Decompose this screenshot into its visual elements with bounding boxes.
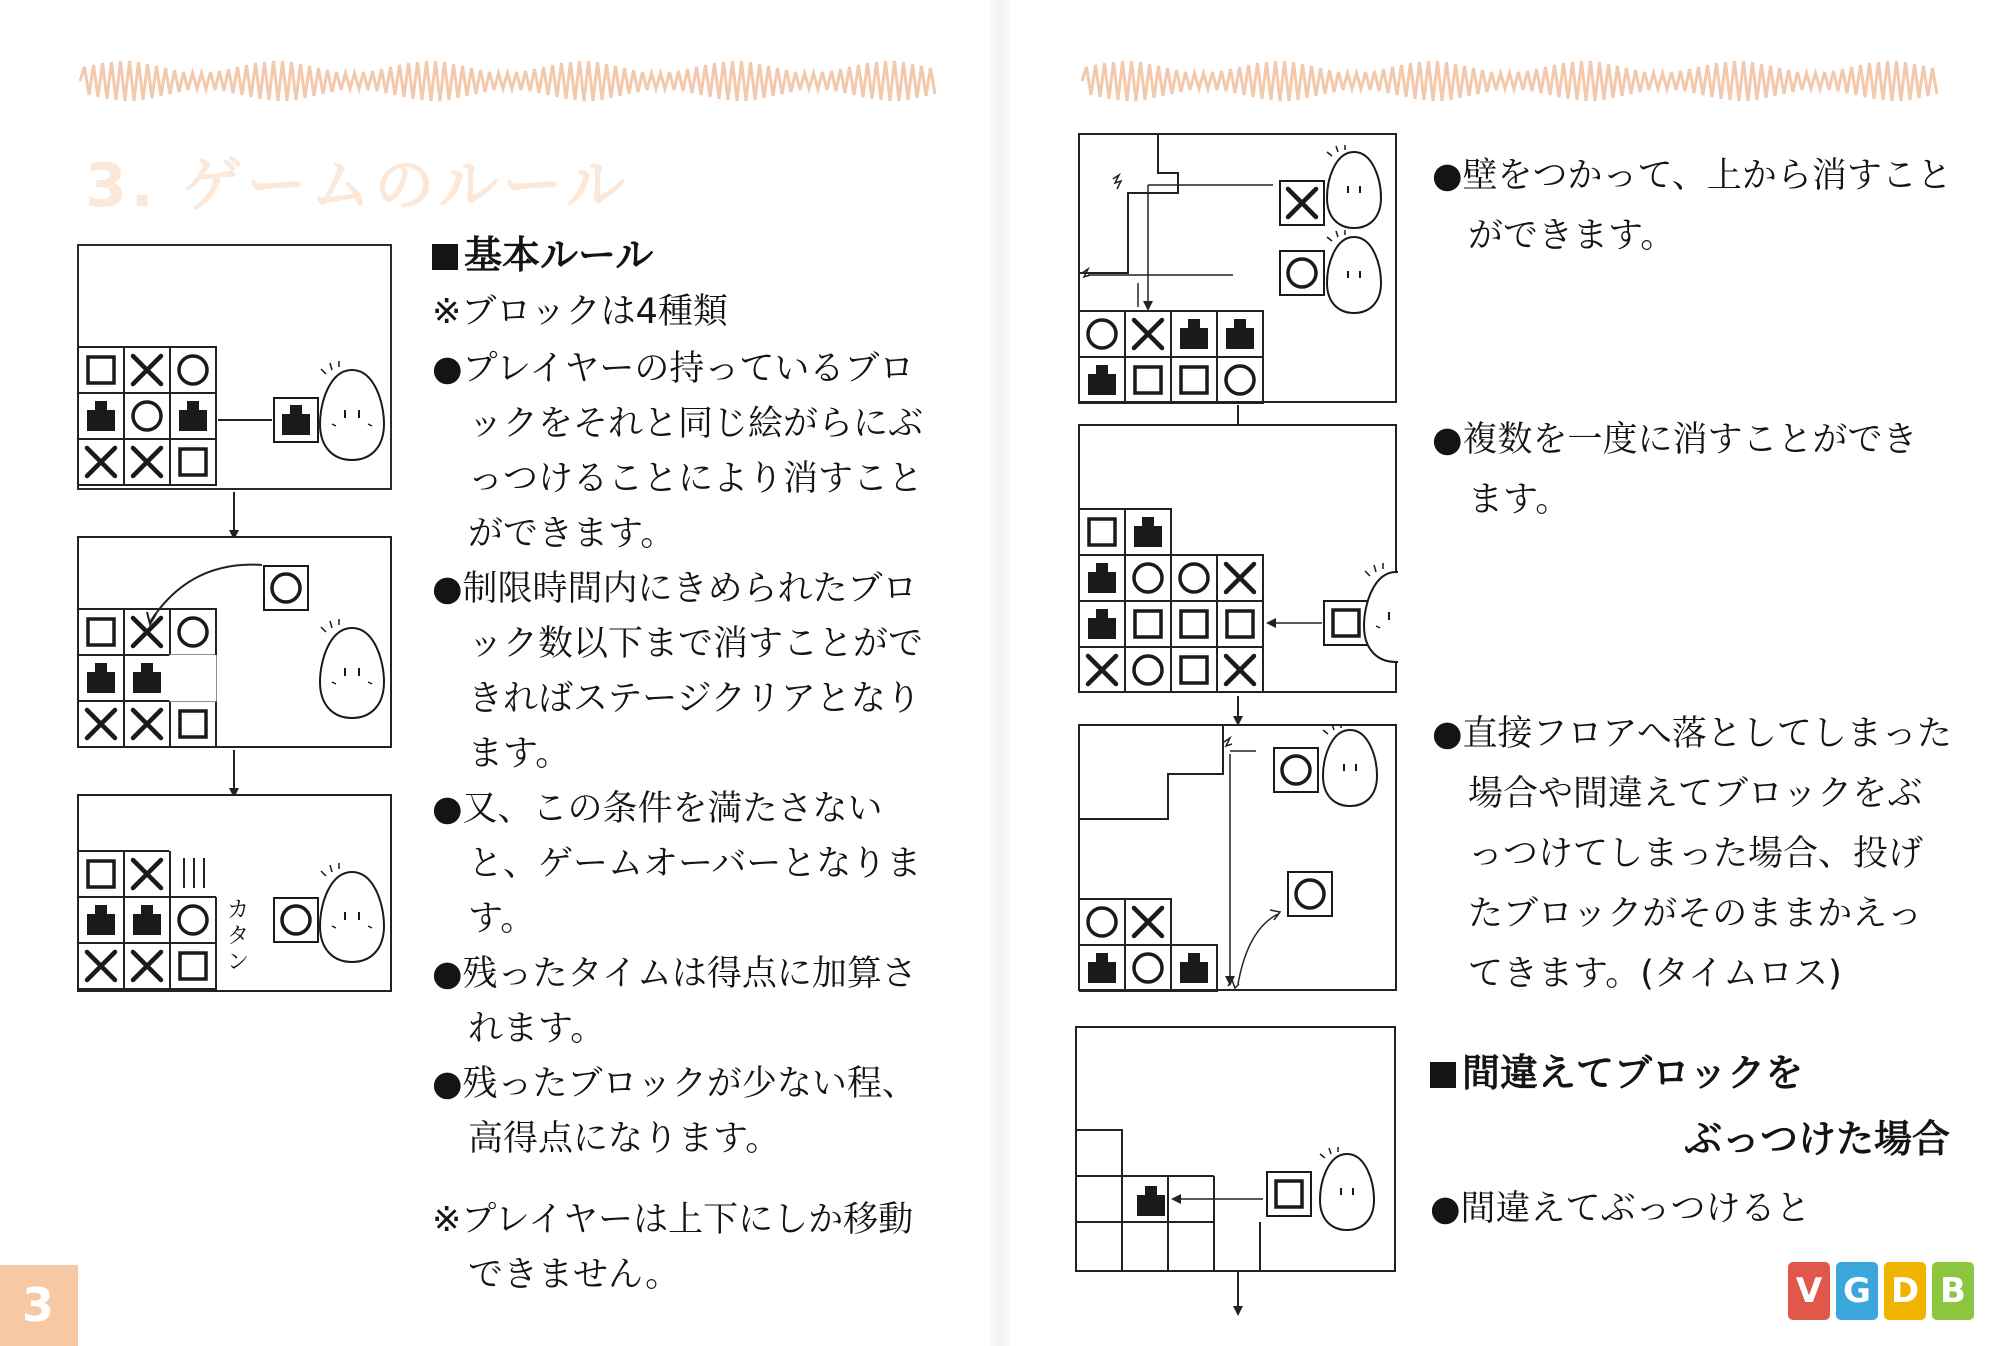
mistake-section	[1430, 1040, 1950, 1242]
basic-rules-heading	[432, 228, 942, 283]
diagram-throw-block	[77, 536, 392, 748]
rule-item: ●プレイヤーの持っているブロックをそれと同じ絵がらにぶっつけることにより消すことができます。	[432, 349, 924, 554]
mistake-heading-line1: 間違えてブロックを	[1462, 1051, 1804, 1095]
mistake-heading	[1430, 1040, 1950, 1106]
page-number: 3	[0, 1265, 78, 1346]
watermark-letter: B	[1932, 1262, 1974, 1320]
sound-effect-label: カタン	[227, 898, 250, 975]
watermark-letter: D	[1884, 1262, 1926, 1320]
section-title: 3. ゲームのルール	[85, 151, 630, 221]
diagram-block-bounce	[77, 794, 392, 992]
diagram-throw-drawing	[77, 536, 392, 748]
vgdb-watermark-logo	[1788, 1262, 1974, 1320]
basic-rules-heading-text: 基本ルール	[464, 233, 654, 277]
decorative-zigzag-border	[78, 55, 936, 107]
multiple-clear-text: ●複数を一度に消すことができます。	[1432, 420, 1918, 520]
diagram-multiple-clear	[1078, 424, 1398, 694]
diagram-mistake-hit	[1075, 1026, 1397, 1282]
wall-bounce-text: ●壁をつかって、上から消すことができます。	[1432, 156, 1952, 256]
flow-arrow-down	[1230, 1272, 1246, 1320]
right-page	[1000, 0, 2000, 1346]
diagram-wall-bounce	[1078, 133, 1398, 405]
diagram-initial-board-overlay	[77, 244, 392, 490]
left-text-column	[432, 228, 942, 1303]
watermark-letter: G	[1836, 1262, 1878, 1320]
square-bullet-icon	[432, 244, 458, 270]
block-types-note: ※ブロックは4種類	[432, 292, 728, 332]
mistake-text: ●間違えてぶっつけると	[1430, 1189, 1811, 1229]
square-bullet-icon	[1430, 1062, 1456, 1088]
rule-item: ●残ったタイムは得点に加算されます。	[432, 954, 917, 1049]
flow-arrow-down	[226, 750, 242, 800]
movement-note: ※プレイヤーは上下にしか移動できません。	[432, 1200, 914, 1295]
diagram-floor-drop	[1078, 724, 1398, 992]
rule-item: ●又、この条件を満たさないと、ゲームオーバーとなります。	[432, 789, 922, 939]
diagram-initial-board-drawing	[77, 244, 392, 490]
multiple-clear-text-block	[1432, 410, 1952, 530]
time-loss-text: ●直接フロアへ落としてしまった場合や間違えてブロックをぶっつけてしまった場合、投げたブロックがそのままかえってきます。(タイムロス)	[1432, 714, 1952, 994]
decorative-zigzag-border	[1080, 55, 1938, 107]
watermark-letter: V	[1788, 1262, 1830, 1320]
rule-item: ●制限時間内にきめられたブロック数以下まで消すことができればステージクリアとなります。	[432, 569, 924, 774]
time-loss-text-block	[1432, 704, 1952, 1004]
flow-arrow-down	[226, 492, 242, 542]
mistake-heading-line2: ぶっつけた場合	[1683, 1117, 1950, 1161]
rule-item: ●残ったブロックが少ない程、高得点になります。	[432, 1064, 917, 1159]
wall-bounce-text-block	[1432, 146, 1952, 266]
